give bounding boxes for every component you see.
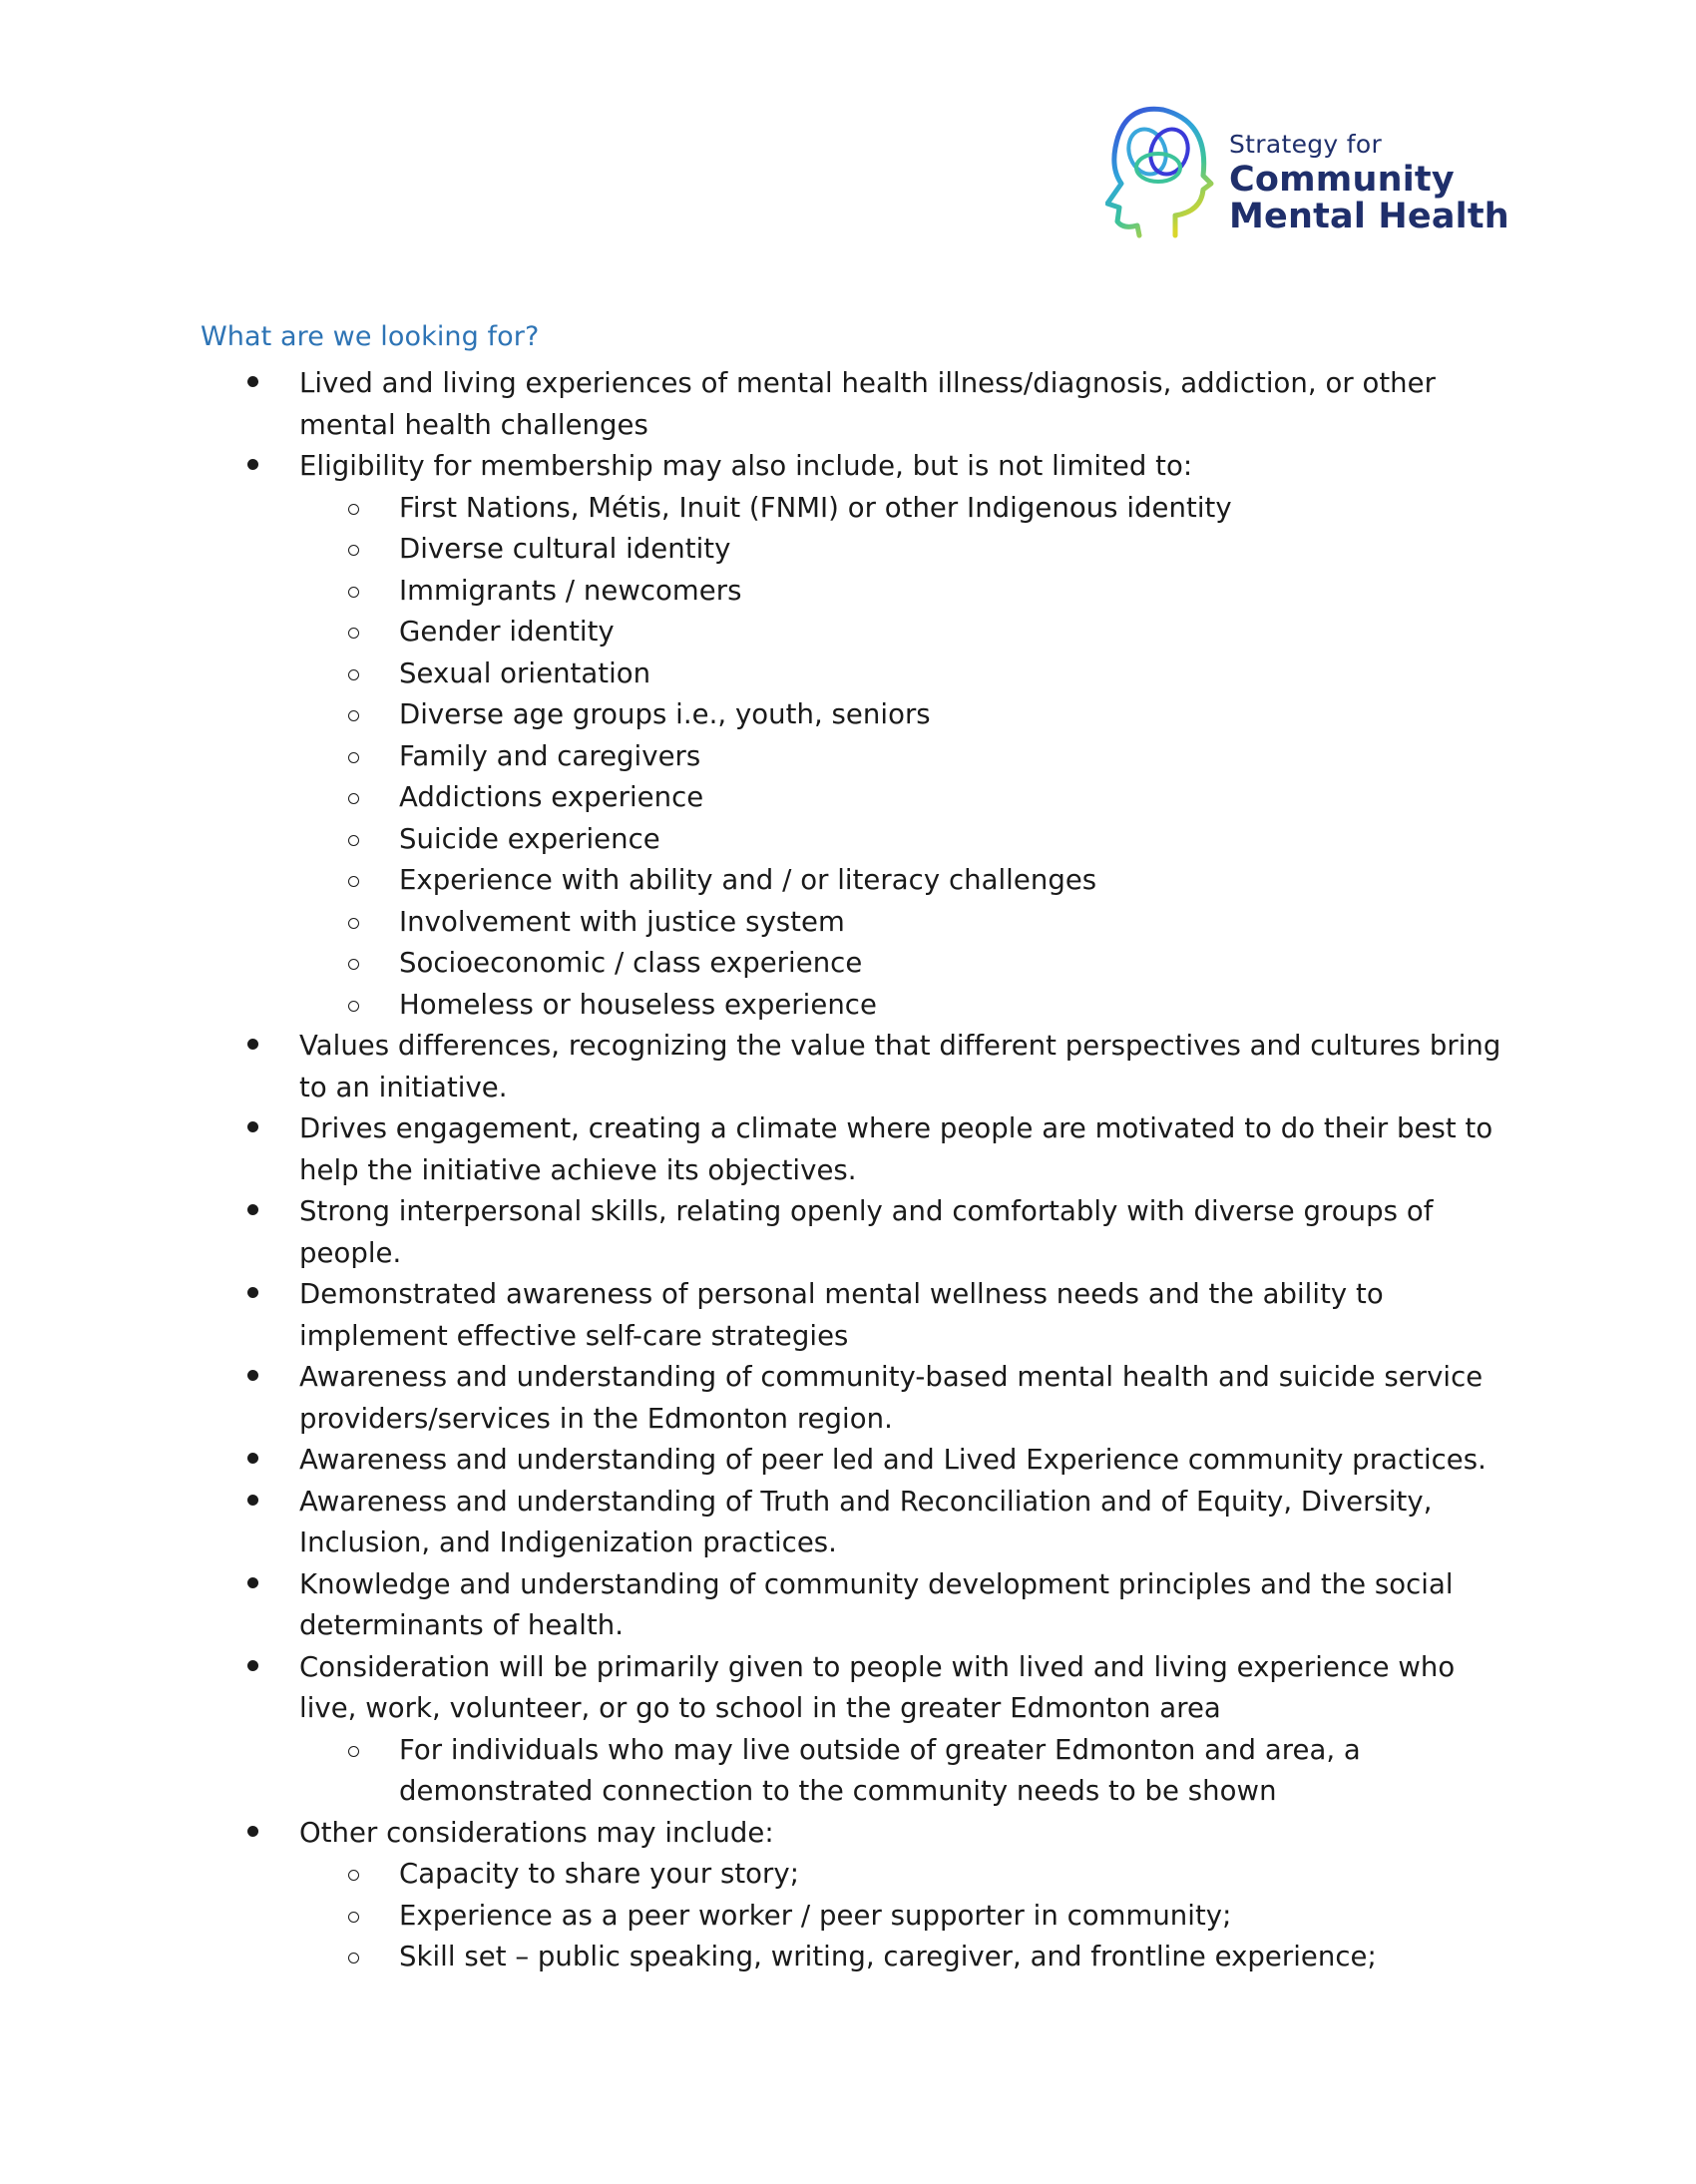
list-item-text: Demonstrated awareness of personal mental wellness needs and the ability to implement effective self-care strategies (299, 1278, 1384, 1352)
circle-bullet-icon (348, 545, 359, 556)
bullet-icon (247, 1453, 258, 1464)
circle-bullet-icon (348, 1912, 359, 1923)
sub-list-item-text: Addictions experience (399, 781, 704, 813)
bullet-icon (247, 1660, 258, 1671)
sub-list-item-text: Socioeconomic / class experience (399, 947, 863, 979)
sub-list (299, 1854, 1696, 1978)
list-item (0, 1482, 1696, 1564)
sub-list-item (399, 902, 1696, 944)
sub-list-item-text: Diverse cultural identity (399, 533, 731, 565)
list-item-text: Consideration will be primarily given to people with lived and living experience who live, work, volunteer, or go to school in the greater Edmonton area (299, 1650, 1456, 1724)
sub-list-item (399, 860, 1696, 902)
sub-list-item (399, 736, 1696, 778)
list-item (0, 446, 1696, 1026)
section-heading: What are we looking for? (201, 321, 540, 352)
circle-bullet-icon (348, 710, 359, 721)
bullet-icon (247, 1039, 258, 1050)
sub-list-item (399, 654, 1696, 695)
circle-bullet-icon (348, 793, 359, 804)
bullet-icon (247, 1370, 258, 1381)
circle-bullet-icon (348, 587, 359, 598)
logo-title-line2: Mental Health (1229, 197, 1509, 236)
sub-list (299, 488, 1696, 1027)
bullet-icon (247, 459, 258, 470)
sub-list-item (399, 777, 1696, 819)
sub-list-item (399, 1854, 1696, 1896)
circle-bullet-icon (348, 1746, 359, 1757)
sub-list-item (399, 694, 1696, 736)
sub-list-item-text: Gender identity (399, 616, 615, 648)
sub-list-item-text: Involvement with justice system (399, 905, 845, 938)
circle-bullet-icon (348, 628, 359, 639)
bullet-icon (247, 376, 258, 387)
list-item (0, 1647, 1696, 1813)
circle-bullet-icon (348, 1953, 359, 1964)
list-item (0, 1564, 1696, 1647)
circle-bullet-icon (348, 669, 359, 680)
list-item (0, 1274, 1696, 1357)
circle-bullet-icon (348, 959, 359, 970)
bullet-icon (247, 1121, 258, 1132)
sub-list-item (399, 488, 1696, 530)
circle-bullet-icon (348, 504, 359, 515)
list-item (0, 1813, 1696, 1978)
circle-bullet-icon (348, 1001, 359, 1012)
sub-list-item (399, 1896, 1696, 1938)
list-item-text: Eligibility for membership may also include, but is not limited to: (299, 450, 1193, 482)
sub-list-item (399, 1937, 1696, 1978)
list-item-text: Drives engagement, creating a climate where people are motivated to do their best to help the initiative achieve its objectives. (299, 1112, 1493, 1186)
sub-list-item (399, 1730, 1696, 1813)
bullet-icon (247, 1204, 258, 1215)
sub-list-item-text: Experience with ability and / or literacy challenges (399, 864, 1097, 896)
circle-bullet-icon (348, 835, 359, 846)
sub-list-item-text: Capacity to share your story; (399, 1858, 800, 1890)
list-item-text: Awareness and understanding of community-based mental health and suicide service providers/services in the Edmonton region. (299, 1361, 1484, 1435)
sub-list-item (399, 529, 1696, 571)
criteria-list (0, 363, 1696, 1978)
sub-list (299, 1730, 1696, 1813)
sub-list-item-text: First Nations, Métis, Inuit (FNMI) or other Indigenous identity (399, 491, 1232, 524)
list-item-text: Awareness and understanding of peer led and Lived Experience community practices. (299, 1444, 1486, 1476)
list-item-text: Awareness and understanding of Truth and Reconciliation and of Equity, Diversity, Inclusion, and Indigenization practices. (299, 1485, 1433, 1558)
bullet-icon (247, 1826, 258, 1837)
sub-list-item-text: Immigrants / newcomers (399, 574, 742, 607)
bullet-icon (247, 1287, 258, 1298)
head-logo-icon (1105, 104, 1225, 239)
list-item-text: Lived and living experiences of mental health illness/diagnosis, addiction, or other mental health challenges (299, 367, 1436, 441)
logo-title-line1: Community (1229, 160, 1455, 200)
list-item (0, 1191, 1696, 1274)
sub-list-item-text: Skill set – public speaking, writing, caregiver, and frontline experience; (399, 1941, 1377, 1972)
circle-bullet-icon (348, 876, 359, 887)
bullet-icon (247, 1577, 258, 1588)
sub-list-item (399, 943, 1696, 985)
list-item (0, 1108, 1696, 1191)
sub-list-item-text: Homeless or houseless experience (399, 988, 877, 1021)
list-item-text: Strong interpersonal skills, relating openly and comfortably with diverse groups of people. (299, 1195, 1434, 1269)
sub-list-item (399, 819, 1696, 861)
sub-list-item-text: Suicide experience (399, 822, 660, 855)
list-item (0, 1357, 1696, 1440)
logo-tagline: Strategy for (1229, 130, 1383, 159)
sub-list-item-text: Sexual orientation (399, 656, 651, 689)
list-item (0, 363, 1696, 446)
list-item-text: Other considerations may include: (299, 1816, 774, 1849)
circle-bullet-icon (348, 918, 359, 929)
list-item-text: Values differences, recognizing the value that different perspectives and cultures bring to an initiative. (299, 1030, 1501, 1103)
sub-list-item-text: For individuals who may live outside of greater Edmonton and area, a demonstrated connection to the community needs to be shown (399, 1733, 1361, 1807)
sub-list-item-text: Family and caregivers (399, 739, 701, 772)
circle-bullet-icon (348, 752, 359, 763)
circle-bullet-icon (348, 1870, 359, 1881)
list-item-text: Knowledge and understanding of community development principles and the social determinants of health. (299, 1567, 1454, 1641)
sub-list-item-text: Diverse age groups i.e., youth, seniors (399, 698, 931, 730)
sub-list-item (399, 612, 1696, 654)
sub-list-item (399, 571, 1696, 613)
sub-list-item (399, 985, 1696, 1027)
bullet-icon (247, 1495, 258, 1506)
logo (1105, 104, 1509, 243)
list-item (0, 1026, 1696, 1108)
list-item (0, 1440, 1696, 1482)
sub-list-item-text: Experience as a peer worker / peer supporter in community; (399, 1899, 1232, 1932)
